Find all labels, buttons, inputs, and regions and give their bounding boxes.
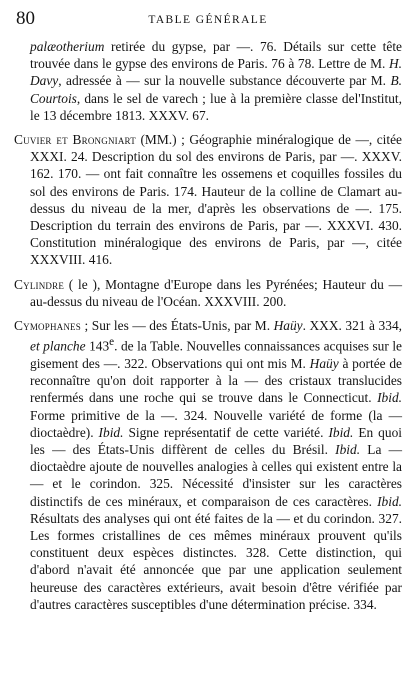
entry-text-segment: Ibid. — [377, 493, 402, 509]
entry-text-segment: Ibid. — [98, 424, 124, 440]
entry-text-segment: ( le ), Montagne d'Europe dans les Pyrénées; Hauteur du — au-dessus du niveau de l'Océan. XXXVIII. 200. — [30, 276, 402, 309]
entry-text-segment: Cuvier et Brongniart — [14, 132, 136, 148]
entry-text-segment: e — [109, 336, 115, 349]
entry-text-segment: à portée de reconnaître qu'on doit rapporter à la — des cristaux translucides renfermés dans une roche qui se trouve dans le Connecticut. — [30, 355, 402, 406]
entry-text-segment: Cylindre — [14, 276, 65, 292]
page-header — [14, 8, 402, 32]
entry-text-segment: Forme primitive de la —. 324. Nouvelle variété de forme (la — dioctaèdre). — [30, 407, 402, 440]
entry-text-segment: B. Courtois — [30, 73, 402, 106]
entry-text-segment: Haüy — [273, 318, 303, 334]
entry-text-segment: retirée du gypse, par —. 76. Détails sur cette tête trouvée dans le gypse des environs de Paris. 76 à 78. Lettre de M. — [30, 39, 402, 72]
entry-text-segment: . XXX. 321 à 334, — [302, 318, 402, 334]
entry-text-segment: Signe représentatif de cette variété. — [123, 424, 329, 440]
entry-text-segment: Ibid. — [328, 424, 354, 440]
entry-text-segment: Cymophanes — [14, 318, 81, 334]
running-title: TABLE GÉNÉRALE — [148, 14, 268, 26]
entry-text-segment: . de la Table. Nouvelles connaissances acquises sur le gisement des —. 322. Observations qui ont mis M. — [30, 338, 402, 371]
entry-text-segment: ; Sur les — des États-Unis, par M. — [80, 318, 274, 334]
entry-text-segment: Haüy — [309, 355, 339, 371]
entry-text-segment: palæotherium — [30, 39, 105, 54]
entry-text-segment: 143 — [85, 338, 110, 354]
entry-text-segment: Ibid. — [377, 390, 402, 406]
entry-text-segment: Ibid. — [335, 441, 361, 457]
index-entries — [14, 38, 402, 613]
entry-text-segment: La — dioctaèdre ajoute de nouvelles analogies à celles qui existent entre la — et le corindon. 325. Nécessité d'insister sur les caractères distinctifs de ces minéraux, et comparaison de ces caractères. — [30, 441, 402, 509]
entry-text-segment: Résultats des analyses qui ont été faites de la — et du corindon. 327. Les formes cristallines de ces mêmes minéraux prouvent qu'ils constituent deux espèces distinctes. 328. Cette distinction, qui d'abord n'avait été annoncée que par une application seulement heureuse des caractères extérieurs, avait besoin d'être vérifiée par d'autres caractères susceptibles d'une détermination précise. 334. — [30, 510, 402, 612]
index-entry-cuvier-brongniart — [14, 131, 402, 269]
index-entry-cylindre — [14, 276, 402, 310]
entry-text-segment: , dans le sel de varech ; lue à la première classe del'Institut, le 13 décembre 1813. XXXV. 67. — [30, 90, 402, 123]
index-entry-continuation — [14, 38, 402, 124]
entry-text-segment: , adressée à — sur la nouvelle substance découverte par M. — [58, 73, 391, 89]
entry-text-segment: et planche — [30, 338, 86, 354]
entry-text-segment: H. Davy — [30, 56, 402, 89]
index-entry-cymophanes — [14, 317, 402, 613]
entry-text-segment: (MM.) ; Géographie minéralogique de —, citée XXXI. 24. Description du sol des environs de Paris, par —. XXXV. 162. 170. — ont fait connaître les ossemens et coquilles fossiles du sol des environs de Paris. 174. Hauteur de la colline de Clamart au-dessus du niveau de la mer, d'après les observations de —. 175. Description du terrain des environs de Paris, par —. XXXVI. 430. Constitution minéralogique des environs de Paris, par —, citée XXXVIII. 416. — [30, 132, 403, 268]
entry-text-segment: En quoi les — des États-Unis diffèrent de celles du Brésil. — [30, 424, 402, 457]
page-number: 80 — [16, 8, 35, 29]
